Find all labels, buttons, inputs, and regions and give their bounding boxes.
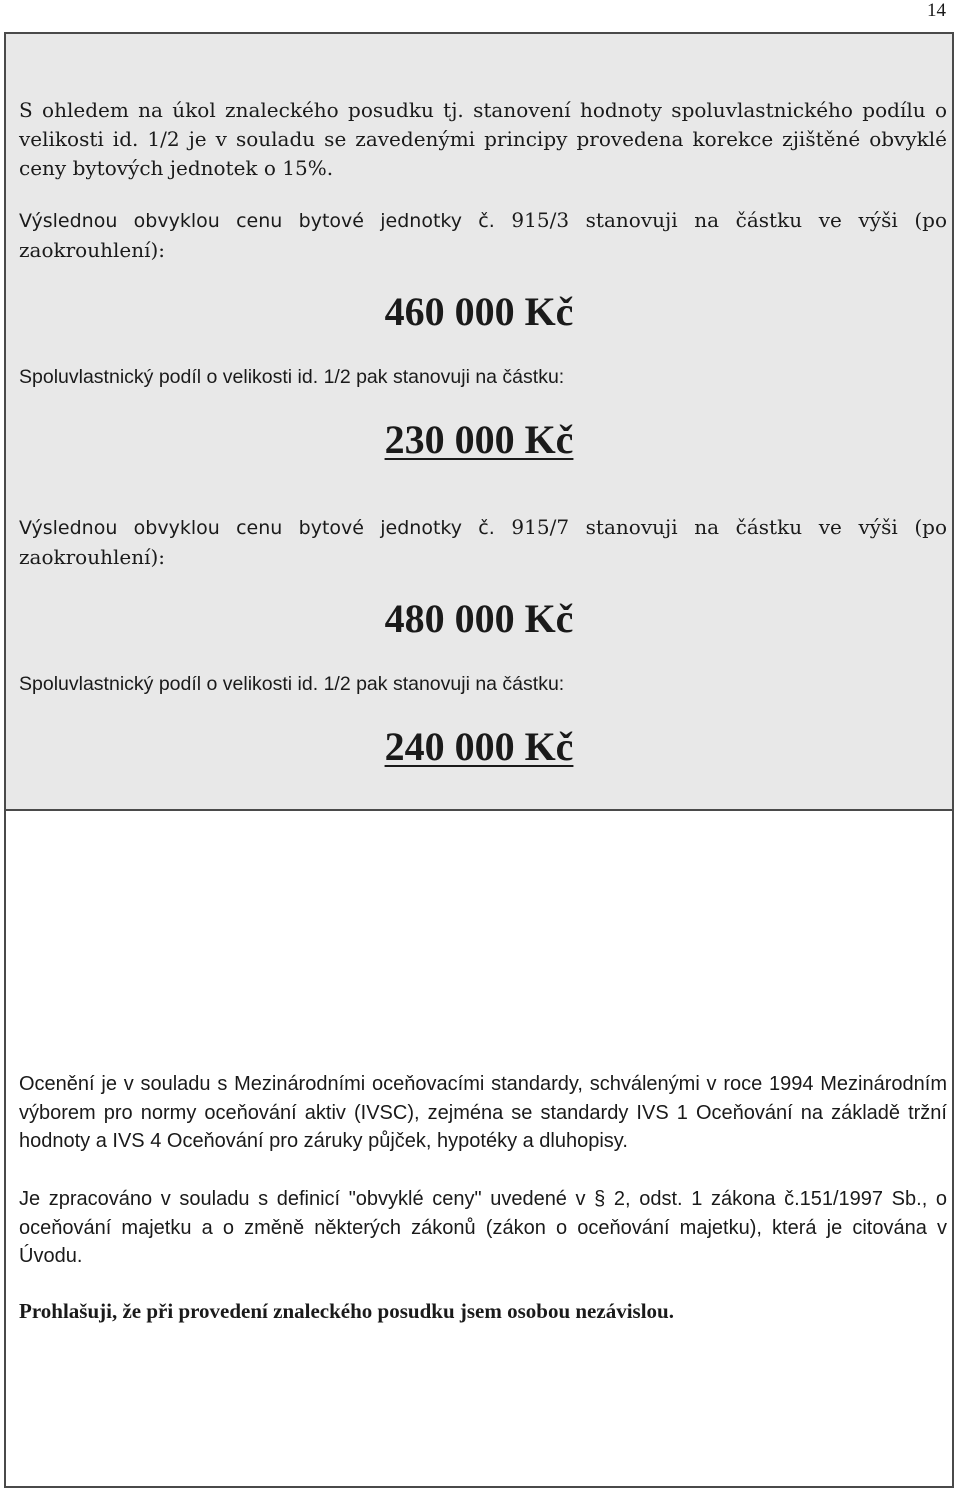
unit2-share-paragraph: Spoluvlastnický podíl o velikosti id. 1/2 pak stanovuji na částku: xyxy=(19,673,565,695)
correction-paragraph: S ohledem na úkol znaleckého posudku tj. stanovení hodnoty spoluvlastnického podílu o velikosti id. 1/2 je v souladu se zavedenými principy provedena korekce zjištěné obvyklé ceny bytových jednotek o 15%. xyxy=(19,98,947,180)
standards-paragraph: Ocenění je v souladu s Mezinárodními oceňovacími standardy, schválenými v roce 1994 Mezinárodním výborem pro normy oceňování aktiv (IVSC), zejména se standardy IVS 1 Oceňování na základě tržní hodnoty a IVS 4 Oceňování pro záruky půjček, hypotéky a dluhopisy. xyxy=(19,1073,947,1152)
unit1-text-end: 915/3 stanovuji na částku ve výši (po zaokrouhlení): xyxy=(19,208,947,262)
unit1-price: 460 000 Kč xyxy=(384,289,574,334)
document-frame xyxy=(4,32,954,1488)
unit2-price: 480 000 Kč xyxy=(384,596,574,641)
independence-declaration: Prohlašuji, že při provedení znaleckého posudku jsem osobou nezávislou. xyxy=(19,1299,674,1323)
unit1-price-paragraph xyxy=(19,206,947,266)
page-number: 14 xyxy=(927,0,946,21)
unit2-text-start: Výslednou obvyklou cenu bytové jednotky č. xyxy=(19,517,495,539)
unit1-share-paragraph: Spoluvlastnický podíl o velikosti id. 1/2 pak stanovuji na částku: xyxy=(19,366,565,388)
unit2-price-paragraph xyxy=(19,513,947,573)
unit1-share-price: 230 000 Kč xyxy=(384,417,574,462)
unit1-text-start: Výslednou obvyklou cenu bytové jednotky č. xyxy=(19,210,495,232)
unit2-share-price: 240 000 Kč xyxy=(384,724,574,769)
legal-definition-paragraph: Je zpracováno v souladu s definicí "obvyklé ceny" uvedené v § 2, odst. 1 zákona č.151/1997 Sb., o oceňování majetku a o změně některých zákonů (zákon o oceňování majetku), která je citována v Úvodu. xyxy=(19,1188,947,1267)
valuation-summary-box xyxy=(6,34,952,811)
unit2-text-end: 915/7 stanovuji na částku ve výši (po zaokrouhlení): xyxy=(19,515,947,569)
